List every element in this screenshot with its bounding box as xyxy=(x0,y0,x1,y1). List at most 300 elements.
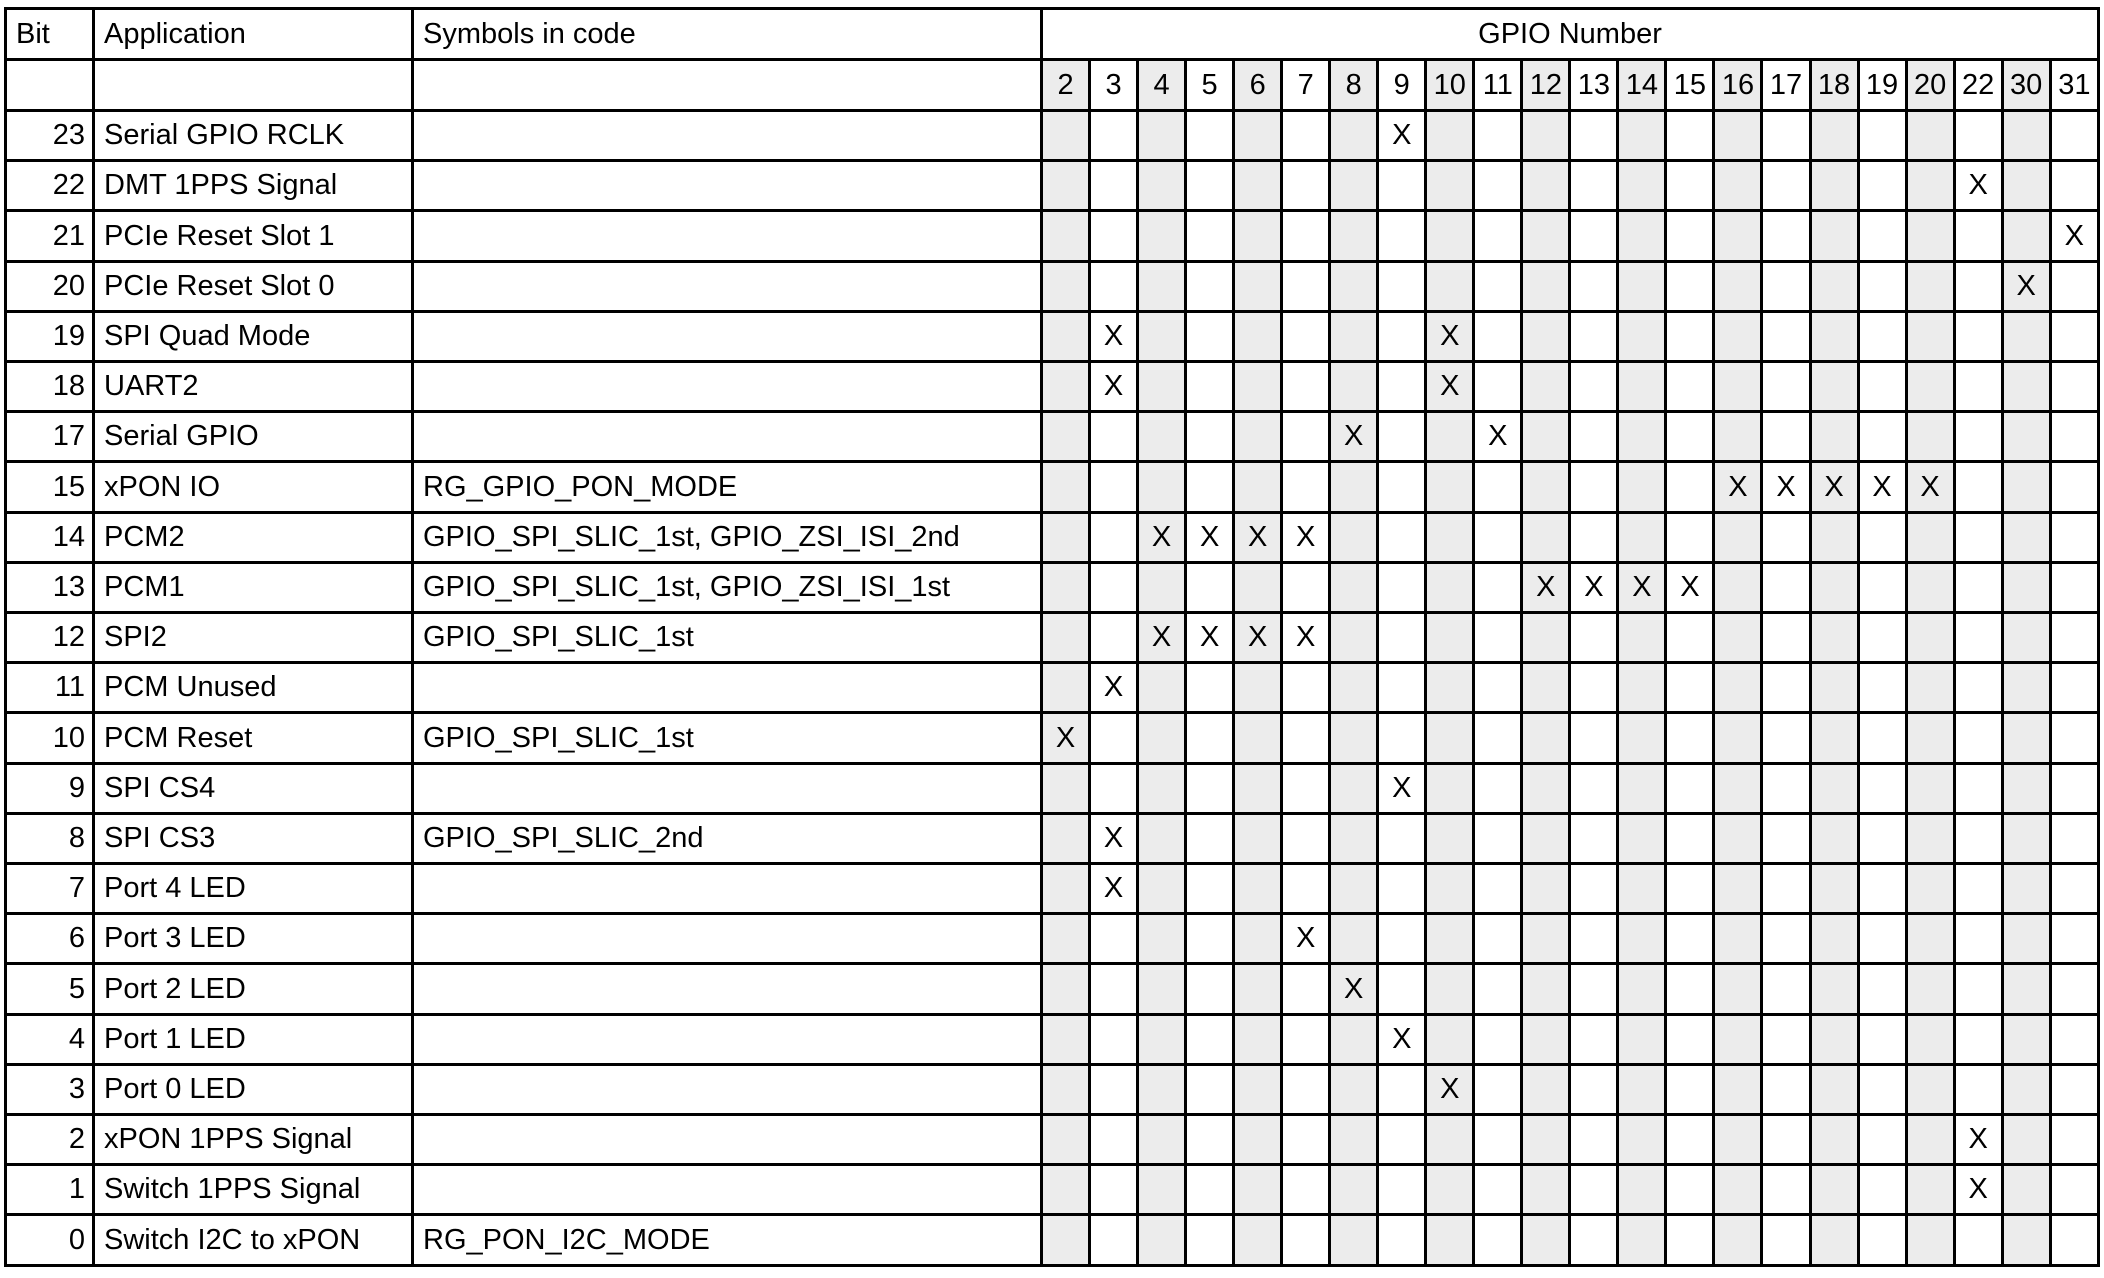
gpio-cell-14 xyxy=(1618,613,1666,663)
x-mark-cell-gpio-31: X xyxy=(2050,211,2098,261)
gpio-cell-31 xyxy=(2050,864,2098,914)
table-row-bit-14 xyxy=(6,512,2099,562)
symbols-cell xyxy=(413,763,1042,813)
gpio-cell-2 xyxy=(1042,1215,1090,1266)
gpio-cell-3 xyxy=(1090,111,1138,161)
gpio-cell-17 xyxy=(1762,713,1810,763)
gpio-cell-7 xyxy=(1282,261,1330,311)
gpio-cell-13 xyxy=(1570,161,1618,211)
x-mark-cell-gpio-14: X xyxy=(1618,562,1666,612)
gpio-cell-7 xyxy=(1282,1014,1330,1064)
application-cell: PCM2 xyxy=(94,512,413,562)
gpio-cell-9 xyxy=(1378,412,1426,462)
gpio-cell-12 xyxy=(1522,1165,1570,1215)
gpio-cell-22 xyxy=(1954,512,2002,562)
gpio-cell-19 xyxy=(1858,311,1906,361)
gpio-cell-9 xyxy=(1378,864,1426,914)
gpio-cell-12 xyxy=(1522,1014,1570,1064)
gpio-cell-31 xyxy=(2050,261,2098,311)
gpio-cell-8 xyxy=(1330,261,1378,311)
gpio-cell-3 xyxy=(1090,1115,1138,1165)
x-mark-cell-gpio-10: X xyxy=(1426,362,1474,412)
gpio-cell-30 xyxy=(2002,914,2050,964)
gpio-cell-4 xyxy=(1138,161,1186,211)
application-cell: PCM Unused xyxy=(94,663,413,713)
gpio-cell-30 xyxy=(2002,512,2050,562)
gpio-cell-8 xyxy=(1330,864,1378,914)
gpio-cell-4 xyxy=(1138,864,1186,914)
gpio-cell-31 xyxy=(2050,1215,2098,1266)
gpio-col-header-10: 10 xyxy=(1426,60,1474,111)
gpio-cell-2 xyxy=(1042,1014,1090,1064)
gpio-cell-17 xyxy=(1762,864,1810,914)
symbols-cell: GPIO_SPI_SLIC_1st xyxy=(413,613,1042,663)
gpio-cell-12 xyxy=(1522,864,1570,914)
gpio-cell-10 xyxy=(1426,1115,1474,1165)
table-row-bit-6 xyxy=(6,914,2099,964)
application-cell: UART2 xyxy=(94,362,413,412)
x-mark-cell-gpio-22: X xyxy=(1954,1165,2002,1215)
gpio-cell-9 xyxy=(1378,211,1426,261)
gpio-cell-5 xyxy=(1186,261,1234,311)
gpio-cell-7 xyxy=(1282,311,1330,361)
gpio-cell-19 xyxy=(1858,261,1906,311)
gpio-col-header-3: 3 xyxy=(1090,60,1138,111)
gpio-cell-4 xyxy=(1138,914,1186,964)
gpio-cell-4 xyxy=(1138,1215,1186,1266)
gpio-cell-13 xyxy=(1570,914,1618,964)
gpio-cell-5 xyxy=(1186,864,1234,914)
gpio-cell-13 xyxy=(1570,512,1618,562)
gpio-cell-15 xyxy=(1666,161,1714,211)
gpio-cell-18 xyxy=(1810,864,1858,914)
symbols-cell xyxy=(413,211,1042,261)
x-mark-cell-gpio-30: X xyxy=(2002,261,2050,311)
gpio-cell-5 xyxy=(1186,211,1234,261)
gpio-cell-31 xyxy=(2050,713,2098,763)
gpio-cell-17 xyxy=(1762,613,1810,663)
gpio-cell-17 xyxy=(1762,1115,1810,1165)
gpio-cell-16 xyxy=(1714,663,1762,713)
gpio-cell-5 xyxy=(1186,713,1234,763)
gpio-cell-14 xyxy=(1618,311,1666,361)
gpio-cell-16 xyxy=(1714,412,1762,462)
gpio-cell-15 xyxy=(1666,813,1714,863)
gpio-cell-14 xyxy=(1618,362,1666,412)
gpio-cell-3 xyxy=(1090,1165,1138,1215)
gpio-cell-14 xyxy=(1618,713,1666,763)
gpio-cell-18 xyxy=(1810,311,1858,361)
table-row-bit-4 xyxy=(6,1014,2099,1064)
gpio-col-header-15: 15 xyxy=(1666,60,1714,111)
gpio-cell-4 xyxy=(1138,663,1186,713)
gpio-cell-10 xyxy=(1426,763,1474,813)
gpio-cell-22 xyxy=(1954,864,2002,914)
gpio-cell-16 xyxy=(1714,512,1762,562)
gpio-cell-9 xyxy=(1378,964,1426,1014)
gpio-cell-18 xyxy=(1810,261,1858,311)
gpio-cell-4 xyxy=(1138,1014,1186,1064)
application-cell: Port 2 LED xyxy=(94,964,413,1014)
gpio-cell-20 xyxy=(1906,713,1954,763)
gpio-cell-10 xyxy=(1426,111,1474,161)
gpio-cell-22 xyxy=(1954,713,2002,763)
gpio-cell-2 xyxy=(1042,362,1090,412)
gpio-cell-10 xyxy=(1426,261,1474,311)
gpio-cell-3 xyxy=(1090,1064,1138,1114)
gpio-cell-4 xyxy=(1138,311,1186,361)
gpio-cell-17 xyxy=(1762,663,1810,713)
gpio-cell-9 xyxy=(1378,562,1426,612)
gpio-cell-2 xyxy=(1042,512,1090,562)
gpio-cell-22 xyxy=(1954,964,2002,1014)
gpio-cell-5 xyxy=(1186,1115,1234,1165)
header-bit: Bit xyxy=(6,9,94,60)
gpio-cell-3 xyxy=(1090,1215,1138,1266)
gpio-cell-2 xyxy=(1042,864,1090,914)
header-row-titles xyxy=(6,9,2099,60)
bit-cell: 3 xyxy=(6,1064,94,1114)
gpio-cell-19 xyxy=(1858,1014,1906,1064)
application-cell: Port 1 LED xyxy=(94,1014,413,1064)
gpio-cell-10 xyxy=(1426,512,1474,562)
x-mark-cell-gpio-7: X xyxy=(1282,914,1330,964)
gpio-cell-15 xyxy=(1666,914,1714,964)
gpio-col-header-18: 18 xyxy=(1810,60,1858,111)
gpio-cell-30 xyxy=(2002,1215,2050,1266)
gpio-cell-10 xyxy=(1426,713,1474,763)
gpio-col-header-14: 14 xyxy=(1618,60,1666,111)
gpio-cell-17 xyxy=(1762,914,1810,964)
gpio-cell-13 xyxy=(1570,964,1618,1014)
application-cell: Switch I2C to xPON xyxy=(94,1215,413,1266)
gpio-cell-13 xyxy=(1570,613,1618,663)
gpio-cell-15 xyxy=(1666,1115,1714,1165)
table-row-bit-20 xyxy=(6,261,2099,311)
gpio-cell-14 xyxy=(1618,261,1666,311)
gpio-cell-18 xyxy=(1810,111,1858,161)
x-mark-cell-gpio-9: X xyxy=(1378,1014,1426,1064)
gpio-cell-31 xyxy=(2050,964,2098,1014)
gpio-cell-7 xyxy=(1282,161,1330,211)
symbols-cell xyxy=(413,412,1042,462)
gpio-cell-20 xyxy=(1906,161,1954,211)
x-mark-cell-gpio-22: X xyxy=(1954,161,2002,211)
gpio-cell-16 xyxy=(1714,1215,1762,1266)
symbols-cell xyxy=(413,311,1042,361)
gpio-cell-19 xyxy=(1858,964,1906,1014)
gpio-cell-30 xyxy=(2002,763,2050,813)
gpio-cell-7 xyxy=(1282,964,1330,1014)
gpio-cell-10 xyxy=(1426,161,1474,211)
gpio-cell-2 xyxy=(1042,211,1090,261)
gpio-cell-9 xyxy=(1378,512,1426,562)
gpio-cell-5 xyxy=(1186,462,1234,512)
gpio-cell-4 xyxy=(1138,562,1186,612)
gpio-col-header-30: 30 xyxy=(2002,60,2050,111)
gpio-cell-15 xyxy=(1666,964,1714,1014)
x-mark-cell-gpio-15: X xyxy=(1666,562,1714,612)
symbols-cell xyxy=(413,914,1042,964)
bit-cell: 1 xyxy=(6,1165,94,1215)
gpio-cell-11 xyxy=(1474,362,1522,412)
gpio-cell-30 xyxy=(2002,111,2050,161)
table-body xyxy=(6,111,2099,1266)
gpio-cell-30 xyxy=(2002,1064,2050,1114)
gpio-cell-3 xyxy=(1090,161,1138,211)
gpio-cell-18 xyxy=(1810,161,1858,211)
gpio-cell-17 xyxy=(1762,1014,1810,1064)
gpio-cell-14 xyxy=(1618,1014,1666,1064)
bit-cell: 7 xyxy=(6,864,94,914)
gpio-cell-2 xyxy=(1042,261,1090,311)
gpio-cell-8 xyxy=(1330,211,1378,261)
gpio-cell-13 xyxy=(1570,111,1618,161)
gpio-cell-14 xyxy=(1618,111,1666,161)
gpio-cell-8 xyxy=(1330,713,1378,763)
gpio-cell-30 xyxy=(2002,1115,2050,1165)
gpio-cell-9 xyxy=(1378,713,1426,763)
gpio-cell-10 xyxy=(1426,412,1474,462)
bit-cell: 23 xyxy=(6,111,94,161)
x-mark-cell-gpio-16: X xyxy=(1714,462,1762,512)
x-mark-cell-gpio-10: X xyxy=(1426,1064,1474,1114)
gpio-cell-13 xyxy=(1570,1215,1618,1266)
gpio-cell-16 xyxy=(1714,311,1762,361)
gpio-cell-17 xyxy=(1762,562,1810,612)
symbols-cell: RG_PON_I2C_MODE xyxy=(413,1215,1042,1266)
bit-cell: 18 xyxy=(6,362,94,412)
gpio-cell-6 xyxy=(1234,111,1282,161)
gpio-cell-15 xyxy=(1666,512,1714,562)
gpio-cell-22 xyxy=(1954,613,2002,663)
x-mark-cell-gpio-3: X xyxy=(1090,864,1138,914)
x-mark-cell-gpio-9: X xyxy=(1378,763,1426,813)
gpio-cell-11 xyxy=(1474,1165,1522,1215)
gpio-cell-31 xyxy=(2050,613,2098,663)
gpio-cell-8 xyxy=(1330,1115,1378,1165)
application-cell: xPON 1PPS Signal xyxy=(94,1115,413,1165)
gpio-cell-12 xyxy=(1522,311,1570,361)
header-gpio-number: GPIO Number xyxy=(1042,9,2099,60)
gpio-cell-20 xyxy=(1906,211,1954,261)
gpio-cell-15 xyxy=(1666,1215,1714,1266)
gpio-cell-7 xyxy=(1282,211,1330,261)
gpio-cell-19 xyxy=(1858,562,1906,612)
application-cell: Port 0 LED xyxy=(94,1064,413,1114)
gpio-cell-3 xyxy=(1090,713,1138,763)
gpio-cell-31 xyxy=(2050,161,2098,211)
gpio-cell-30 xyxy=(2002,462,2050,512)
gpio-cell-12 xyxy=(1522,914,1570,964)
gpio-cell-8 xyxy=(1330,562,1378,612)
gpio-cell-30 xyxy=(2002,311,2050,361)
application-cell: PCM1 xyxy=(94,562,413,612)
gpio-cell-19 xyxy=(1858,512,1906,562)
gpio-cell-20 xyxy=(1906,562,1954,612)
gpio-cell-22 xyxy=(1954,763,2002,813)
gpio-cell-6 xyxy=(1234,161,1282,211)
gpio-cell-31 xyxy=(2050,1165,2098,1215)
gpio-cell-13 xyxy=(1570,713,1618,763)
gpio-cell-31 xyxy=(2050,562,2098,612)
x-mark-cell-gpio-7: X xyxy=(1282,512,1330,562)
gpio-cell-30 xyxy=(2002,663,2050,713)
gpio-cell-6 xyxy=(1234,713,1282,763)
application-cell: xPON IO xyxy=(94,462,413,512)
gpio-cell-3 xyxy=(1090,562,1138,612)
gpio-cell-5 xyxy=(1186,1064,1234,1114)
gpio-cell-20 xyxy=(1906,813,1954,863)
x-mark-cell-gpio-17: X xyxy=(1762,462,1810,512)
application-cell: DMT 1PPS Signal xyxy=(94,161,413,211)
gpio-cell-18 xyxy=(1810,562,1858,612)
table-row-bit-15 xyxy=(6,462,2099,512)
gpio-cell-14 xyxy=(1618,1115,1666,1165)
gpio-col-header-12: 12 xyxy=(1522,60,1570,111)
gpio-cell-14 xyxy=(1618,412,1666,462)
bit-cell: 5 xyxy=(6,964,94,1014)
gpio-cell-22 xyxy=(1954,211,2002,261)
table-row-bit-0 xyxy=(6,1215,2099,1266)
table-row-bit-7 xyxy=(6,864,2099,914)
gpio-cell-31 xyxy=(2050,1014,2098,1064)
gpio-cell-10 xyxy=(1426,964,1474,1014)
gpio-cell-4 xyxy=(1138,462,1186,512)
table-row-bit-21 xyxy=(6,211,2099,261)
symbols-cell xyxy=(413,1014,1042,1064)
gpio-cell-5 xyxy=(1186,964,1234,1014)
gpio-cell-9 xyxy=(1378,1165,1426,1215)
gpio-cell-9 xyxy=(1378,1115,1426,1165)
gpio-cell-4 xyxy=(1138,362,1186,412)
gpio-cell-18 xyxy=(1810,1014,1858,1064)
x-mark-cell-gpio-7: X xyxy=(1282,613,1330,663)
gpio-cell-30 xyxy=(2002,362,2050,412)
gpio-cell-20 xyxy=(1906,663,1954,713)
gpio-cell-8 xyxy=(1330,914,1378,964)
x-mark-cell-gpio-3: X xyxy=(1090,813,1138,863)
table-header xyxy=(6,9,2099,111)
gpio-cell-3 xyxy=(1090,964,1138,1014)
application-cell: SPI CS3 xyxy=(94,813,413,863)
gpio-cell-6 xyxy=(1234,663,1282,713)
gpio-cell-6 xyxy=(1234,1064,1282,1114)
gpio-cell-19 xyxy=(1858,211,1906,261)
gpio-cell-7 xyxy=(1282,1064,1330,1114)
gpio-cell-14 xyxy=(1618,663,1666,713)
application-cell: Serial GPIO RCLK xyxy=(94,111,413,161)
gpio-cell-9 xyxy=(1378,1064,1426,1114)
gpio-cell-18 xyxy=(1810,613,1858,663)
gpio-cell-16 xyxy=(1714,964,1762,1014)
gpio-cell-19 xyxy=(1858,763,1906,813)
gpio-cell-8 xyxy=(1330,1215,1378,1266)
gpio-col-header-16: 16 xyxy=(1714,60,1762,111)
gpio-cell-8 xyxy=(1330,763,1378,813)
gpio-cell-20 xyxy=(1906,1165,1954,1215)
gpio-cell-10 xyxy=(1426,864,1474,914)
gpio-cell-8 xyxy=(1330,663,1378,713)
gpio-col-header-22: 22 xyxy=(1954,60,2002,111)
gpio-cell-22 xyxy=(1954,1215,2002,1266)
gpio-cell-8 xyxy=(1330,1014,1378,1064)
gpio-cell-2 xyxy=(1042,412,1090,462)
gpio-cell-20 xyxy=(1906,1115,1954,1165)
table-row-bit-23 xyxy=(6,111,2099,161)
gpio-cell-22 xyxy=(1954,111,2002,161)
symbols-cell: GPIO_SPI_SLIC_1st, GPIO_ZSI_ISI_2nd xyxy=(413,512,1042,562)
gpio-cell-12 xyxy=(1522,763,1570,813)
gpio-cell-2 xyxy=(1042,813,1090,863)
gpio-cell-20 xyxy=(1906,613,1954,663)
gpio-cell-16 xyxy=(1714,713,1762,763)
table-row-bit-18 xyxy=(6,362,2099,412)
gpio-cell-30 xyxy=(2002,562,2050,612)
gpio-cell-17 xyxy=(1762,763,1810,813)
gpio-cell-12 xyxy=(1522,362,1570,412)
gpio-cell-31 xyxy=(2050,1115,2098,1165)
gpio-cell-16 xyxy=(1714,813,1762,863)
gpio-cell-8 xyxy=(1330,462,1378,512)
gpio-cell-10 xyxy=(1426,613,1474,663)
gpio-cell-11 xyxy=(1474,713,1522,763)
gpio-cell-18 xyxy=(1810,1215,1858,1266)
gpio-cell-6 xyxy=(1234,362,1282,412)
gpio-cell-4 xyxy=(1138,211,1186,261)
gpio-cell-18 xyxy=(1810,1115,1858,1165)
gpio-cell-2 xyxy=(1042,613,1090,663)
gpio-cell-11 xyxy=(1474,462,1522,512)
gpio-cell-3 xyxy=(1090,412,1138,462)
gpio-cell-19 xyxy=(1858,864,1906,914)
table-row-bit-13 xyxy=(6,562,2099,612)
gpio-cell-12 xyxy=(1522,813,1570,863)
gpio-cell-11 xyxy=(1474,663,1522,713)
gpio-cell-13 xyxy=(1570,1014,1618,1064)
gpio-cell-31 xyxy=(2050,311,2098,361)
gpio-cell-12 xyxy=(1522,211,1570,261)
gpio-cell-15 xyxy=(1666,663,1714,713)
application-cell: Serial GPIO xyxy=(94,412,413,462)
gpio-cell-7 xyxy=(1282,1215,1330,1266)
gpio-cell-13 xyxy=(1570,763,1618,813)
symbols-cell xyxy=(413,1064,1042,1114)
gpio-cell-8 xyxy=(1330,362,1378,412)
table-row-bit-8 xyxy=(6,813,2099,863)
gpio-cell-10 xyxy=(1426,211,1474,261)
gpio-cell-13 xyxy=(1570,813,1618,863)
gpio-cell-7 xyxy=(1282,1115,1330,1165)
symbols-cell: RG_GPIO_PON_MODE xyxy=(413,462,1042,512)
gpio-cell-2 xyxy=(1042,964,1090,1014)
gpio-cell-13 xyxy=(1570,261,1618,311)
x-mark-cell-gpio-4: X xyxy=(1138,613,1186,663)
gpio-cell-7 xyxy=(1282,362,1330,412)
gpio-cell-12 xyxy=(1522,964,1570,1014)
gpio-cell-22 xyxy=(1954,663,2002,713)
gpio-cell-11 xyxy=(1474,613,1522,663)
header-row-gpio-numbers xyxy=(6,60,2099,111)
bit-cell: 22 xyxy=(6,161,94,211)
gpio-col-header-31: 31 xyxy=(2050,60,2098,111)
gpio-cell-18 xyxy=(1810,512,1858,562)
gpio-cell-30 xyxy=(2002,412,2050,462)
gpio-cell-11 xyxy=(1474,964,1522,1014)
table-row-bit-17 xyxy=(6,412,2099,462)
symbols-cell xyxy=(413,261,1042,311)
gpio-cell-20 xyxy=(1906,763,1954,813)
